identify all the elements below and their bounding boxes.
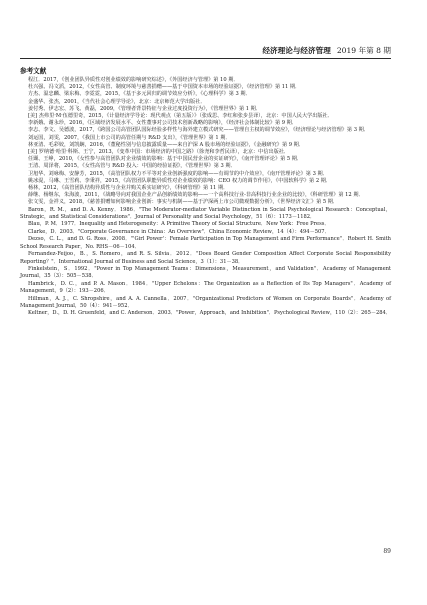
reference-item-en: Finkelstein，S．1992．"Power in Top Management Teams：Dimensions，Measurement，and Validation"．Academy of Management Journal，35（3）：505－538． <box>20 265 391 280</box>
reference-item-en: Blau，P. M．1977．Inequality and Heterogeneity：A Primitive Theory of Social Structure．New York：Free Press． <box>28 221 330 228</box>
reference-item: [美] 罗纳德·哈里·科斯、王宁，2013，《变革中国：市场经济的中国之路》（徐尧和李哲民译），北京：中信出版社． <box>28 149 290 156</box>
reference-item: 金盛华、张杰，2001，《当代社会心理学导论》，北京：北京师范大学出版社． <box>28 98 206 105</box>
reference-item-en: Fernandez-Feijoo，B.，S. Romero，and R. S. Silvia．2012．"Does Board Gender Composition Affect Corporate Social Responsibility Reporting？"．International Journal of Business and Social Science，3（1）：31－38． <box>20 251 391 265</box>
reference-item: 程江．2017，《创业团队异质性对创业绩效的影响研究综述》，《外国经济与管理》第 10 期． <box>28 77 239 83</box>
reference-item: [美] 杰弗里·M·伍德里奇，2015，《计量经济学导论：现代观点（第五版）》（张成思、李红和张步昙译），北京：中国人民大学出版社． <box>28 113 333 120</box>
reference-item-en: Hillman，A. J.，C. Shropshire，and A. A. Cannella．2007．"Organizational Predictors of Women on Corporate Boards"．Academy of Management Journal，50（4）：941－952． <box>20 295 391 309</box>
reference-item: 方杰、温忠麟、梁东梅、李霓霓，2015，《基于多元回归的调节效应分析》，《心理科学》第 3 期． <box>28 91 251 98</box>
reference-item: 张文雯，金祥义，2018，《慈善捐赠如何影响企业创新：事实与机制——基于沪深两上市公司微观数据分析》，《世界经济文汇》第 5 期． <box>28 199 339 206</box>
journal-name: 经济理论与经济管理 <box>262 46 331 55</box>
reference-item: 杜兴强、冯文滔，2012，《女性高管、制度环境与慈善捐赠——基于中国资本市场的经验证据》，《经济管理》第 11 期． <box>28 84 301 91</box>
reference-item: 卫旭华、刘咏梅、安静芳，2015，《高管团队权力不平等对企业创新强度的影响——有调节的中介效应》，《南开管理评论》第 3 期． <box>28 170 328 177</box>
page-number: 89 <box>383 548 391 555</box>
reference-item: 林亚清、毛彩姣，刘凯娴，2016，《董秘性别与信息披露质量——来自沪深 A 股市场的经验证据》，《金融研究》第 9 期． <box>28 141 304 148</box>
issue-label: 2019 年第 8 期 <box>336 46 391 55</box>
reference-item-en: Keltner，D.，D. H. Gruenfeld，and C. Anderson．2003．"Power，Approach，and Inhibition"．Psychological Review，110（2）：265－284． <box>28 310 391 317</box>
reference-item-en: Clarke，D．2003．"Corporate Governance in China：An Overview"．China Economic Review，14（4）：494－507． <box>28 228 330 235</box>
reference-item: 姚冰湜，马琳、王雪莉、李秉祥，2015，《高管团队职能异质性对企业绩效的影响：CEO 权力的调节作用》，《中国软科学》第 2 期． <box>28 177 332 184</box>
reference-item: 任颋、王峥，2010，《女性参与高管团队对企业绩效的影响：基于中国民营企业的实证研究》，《南开管理评论》第 5 期． <box>28 156 303 163</box>
reference-item: 姜付秀、伊志宏、苏飞、黄磊，2009，《管理者背景特征与企业过度投资行为》，《管理世界》第 1 期． <box>28 105 261 112</box>
references-heading: 参考文献 <box>20 67 47 75</box>
reference-item: 王清、周泽将，2015，《女性高管与 R&D 投入：中国的经验证据》，《管理世界》第 3 期． <box>28 163 236 170</box>
reference-item-en: Hambrick，D. C.，and P. A. Mason．1984．"Upper Echelons：The Organization as a Reflection of Its Top Managers"．Academy of Management，9（2）：193－206． <box>20 280 391 295</box>
reference-item: 杨林，2012，《高管团队结构异质性与企业并购关系实证研究》，《科研管理》第 11 期． <box>28 185 229 192</box>
reference-item: 李志、李文、吴德波，2017，《跨国公司高管团队国际经验多样性与海外建立模式研究——管理自主权的调节效应》，《经济理论与经济管理》第 3 期． <box>28 127 369 134</box>
reference-item-en: Baron，R. M.，and D. A. Kenny．1986．"The Moderator-mediator Variable Distinction in Social Psychological Research：Conceptual，Strategic，and Statistical Considerations"．Journal of Personality and Social Psychology，51（6）：1173－1182． <box>20 206 391 221</box>
reference-item: 薛继、杨继东，朱海波，2011，《战略导向对我国企业产品创新绩效的影响——一个高科技行业-非高科技行业企业的比较》，《科研管理》第 12 期． <box>28 192 364 199</box>
reference-item-en: Dezso，C. L.，and D. G. Ross．2008．"'Girl Power'：Female Participation in Top Management and Firm Performance"．Robert H. Smith School Research Paper，No. RHS－06－104． <box>20 236 391 250</box>
reference-list <box>20 77 391 318</box>
reference-item: 刘运国，刘雯，2007，《我国上市公司的高管任期与 R&D 支出》，《管理世界》第 1 期． <box>28 134 231 141</box>
reference-item: 李新娥、谢永珍，2016，《区域经济发展水平、女性董事对公司技术创新战略的影响》，《经济社会体制比较》第 9 期． <box>28 120 297 127</box>
running-header <box>20 42 391 59</box>
